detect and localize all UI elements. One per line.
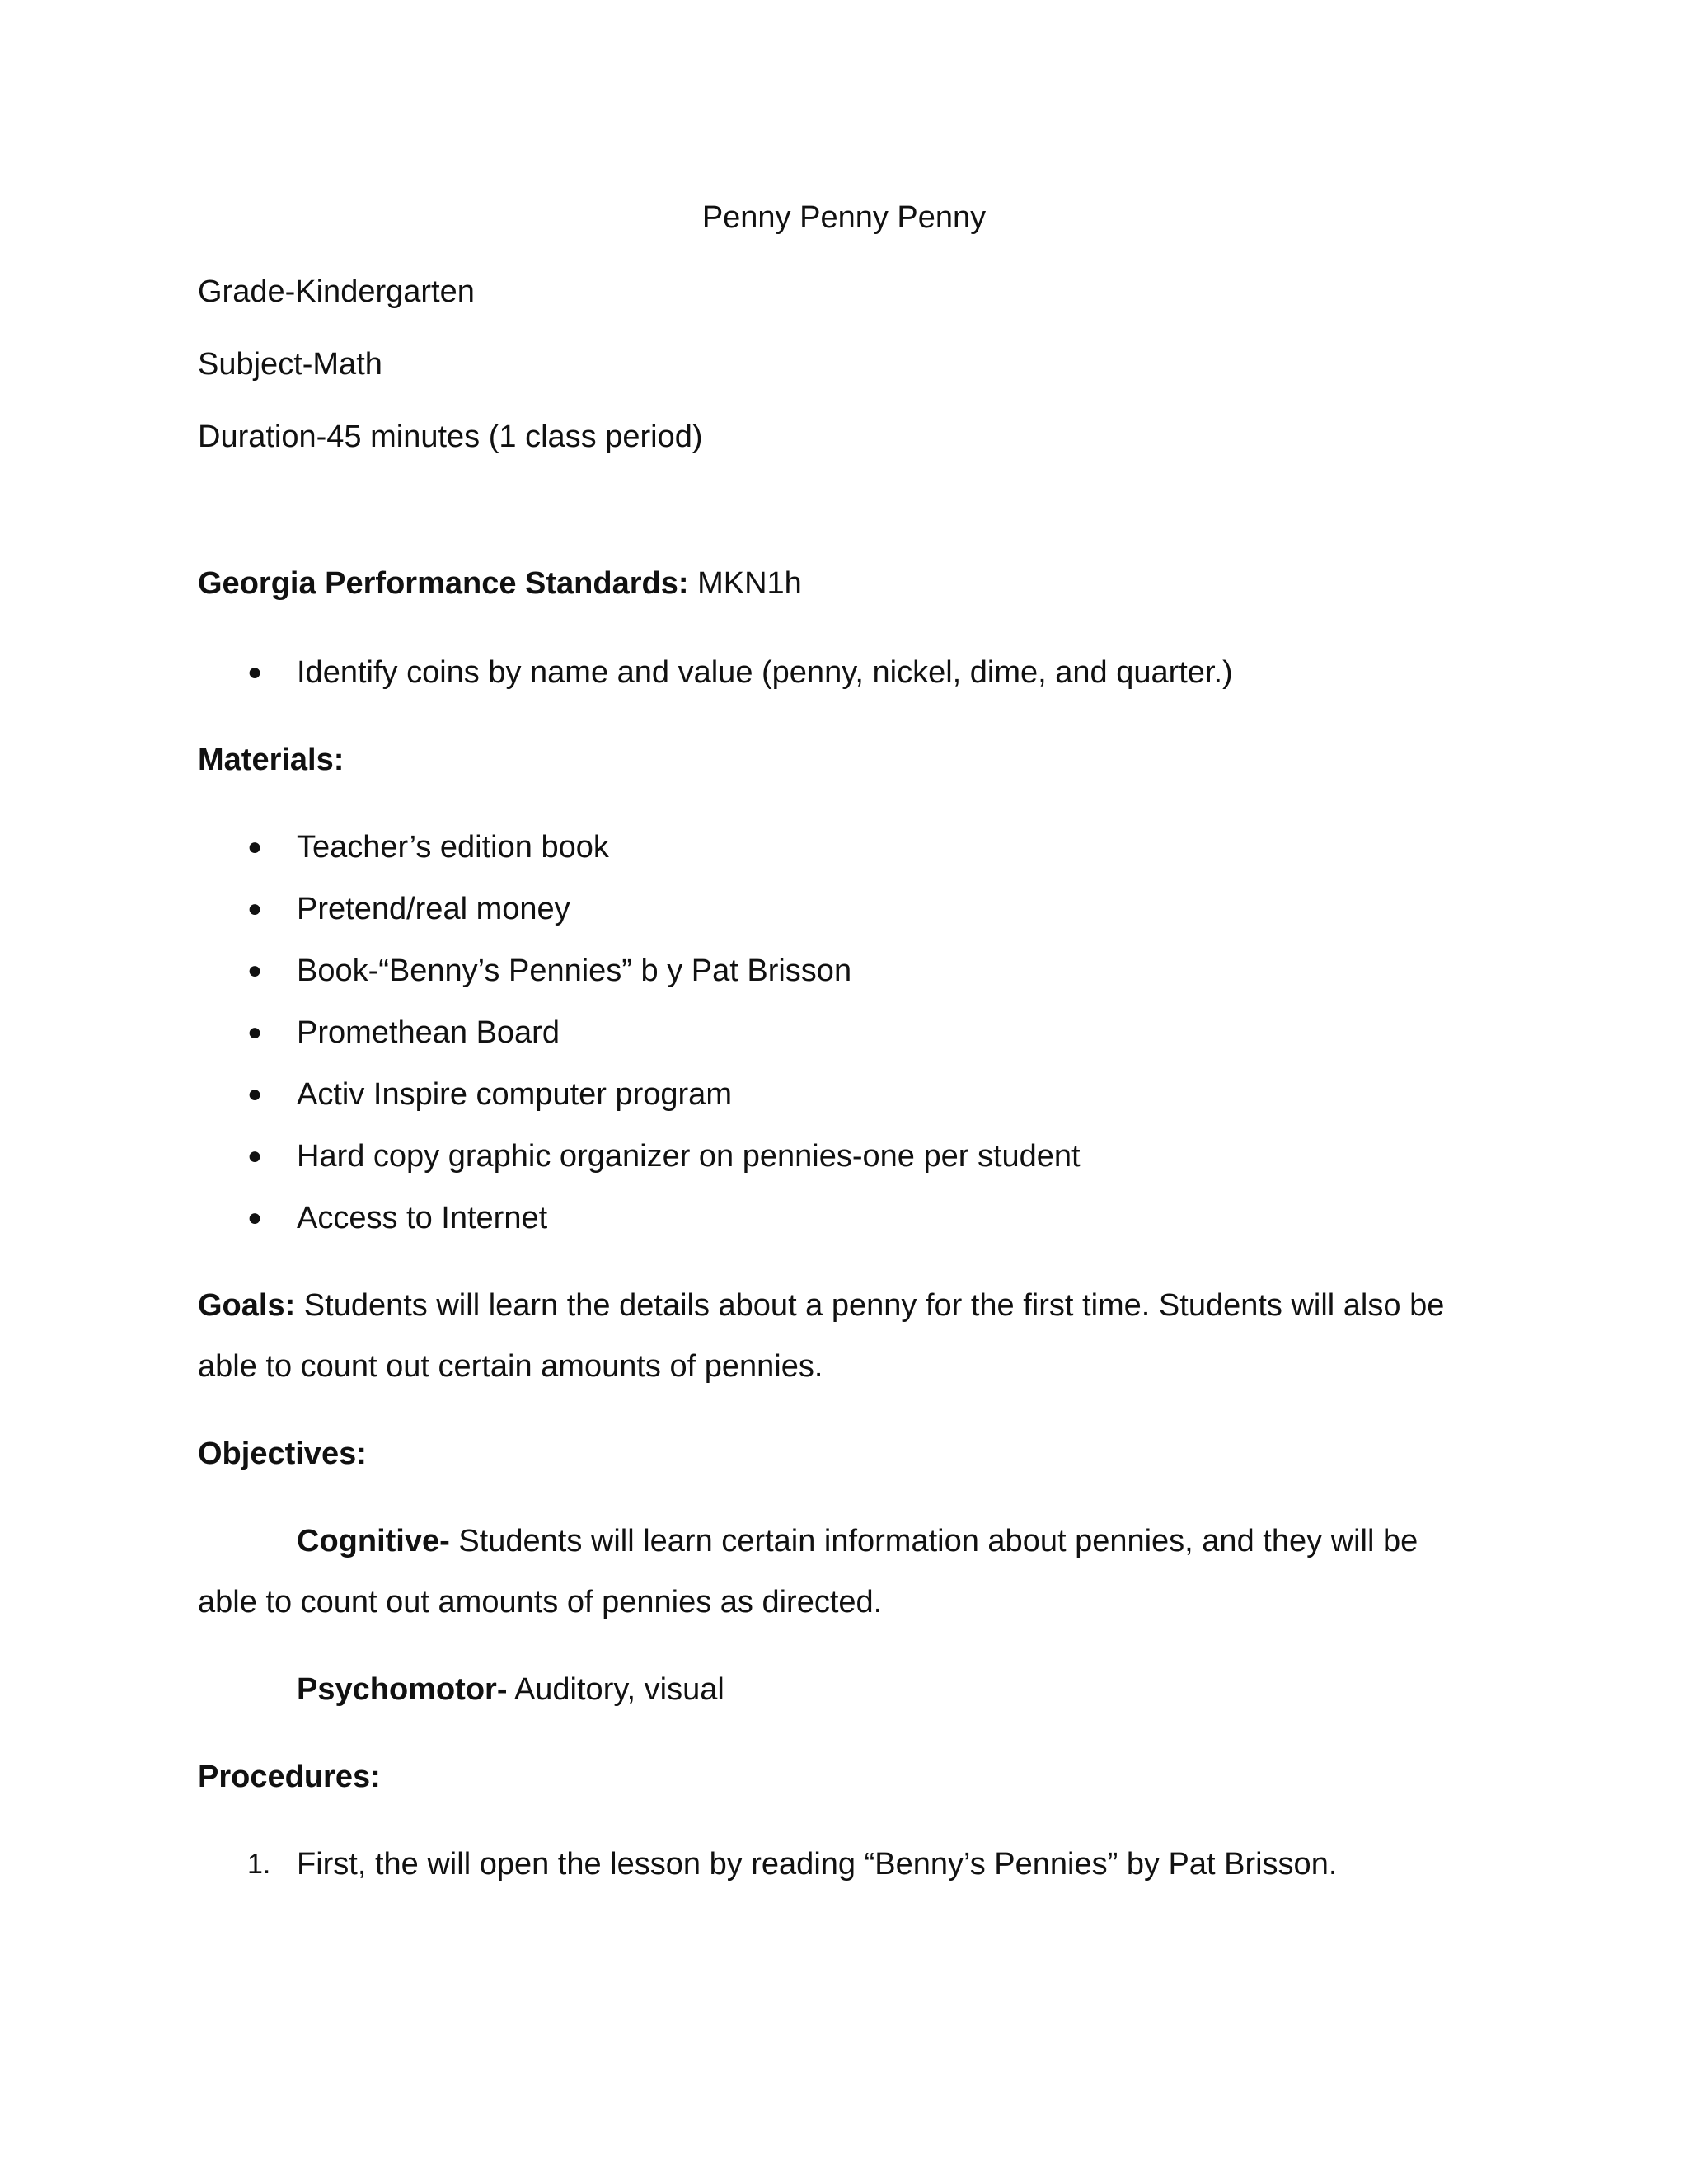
procedure-step: First, the will open the lesson by reading “Benny’s Pennies” by Pat Brisson.	[297, 1847, 1338, 1882]
subject-line: Subject-Math	[198, 347, 382, 382]
goals-line-2: able to count out certain amounts of pennies.	[198, 1349, 823, 1384]
bullet-icon: ●	[247, 1204, 263, 1231]
materials-item: Teacher’s edition book	[297, 830, 609, 865]
grade-line: Grade-Kindergarten	[198, 274, 475, 309]
materials-item: Promethean Board	[297, 1015, 560, 1050]
bullet-icon: ●	[247, 1019, 263, 1046]
psychomotor-label: Psychomotor-	[297, 1672, 508, 1707]
materials-item: Access to Internet	[297, 1201, 548, 1235]
cognitive-line-1	[297, 1521, 1418, 1561]
psychomotor-text: Auditory, visual	[507, 1672, 724, 1707]
document-title: Penny Penny Penny	[701, 200, 987, 235]
materials-item: Activ Inspire computer program	[297, 1077, 732, 1112]
goals-text-1: Students will learn the details about a penny for the first time. Students will also be	[295, 1288, 1445, 1323]
materials-item: Pretend/real money	[297, 892, 570, 926]
standards-bullet: Identify coins by name and value (penny, nickel, dime, and quarter.)	[297, 655, 1233, 690]
procedures-heading-text: Procedures:	[198, 1760, 381, 1794]
cognitive-line-2: able to count out amounts of pennies as directed.	[198, 1585, 883, 1619]
bullet-icon: ●	[247, 1080, 263, 1108]
standards-line	[198, 564, 802, 603]
bullet-icon: ●	[247, 895, 263, 922]
procedure-number: 1.	[247, 1849, 271, 1880]
duration-line: Duration-45 minutes (1 class period)	[198, 419, 703, 454]
materials-item: Hard copy graphic organizer on pennies-one per student	[297, 1139, 1081, 1174]
materials-heading-text: Materials:	[198, 743, 345, 777]
bullet-icon: ●	[247, 1142, 263, 1169]
procedures-heading	[198, 1757, 381, 1797]
cognitive-label: Cognitive-	[297, 1524, 450, 1558]
goals-label: Goals:	[198, 1288, 296, 1323]
standards-label: Georgia Performance Standards:	[198, 566, 689, 601]
materials-heading	[198, 740, 344, 780]
psychomotor-line	[297, 1670, 724, 1709]
objectives-heading	[198, 1434, 367, 1474]
objectives-heading-text: Objectives:	[198, 1436, 367, 1471]
standards-code: MKN1h	[688, 566, 802, 601]
bullet-icon: ●	[247, 658, 263, 686]
materials-item: Book-“Benny’s Pennies” b y Pat Brisson	[297, 954, 852, 988]
bullet-icon: ●	[247, 833, 263, 860]
bullet-icon: ●	[247, 957, 263, 984]
goals-line-1	[198, 1286, 1444, 1325]
cognitive-text-1: Students will learn certain information about pennies, and they will be	[449, 1524, 1418, 1558]
